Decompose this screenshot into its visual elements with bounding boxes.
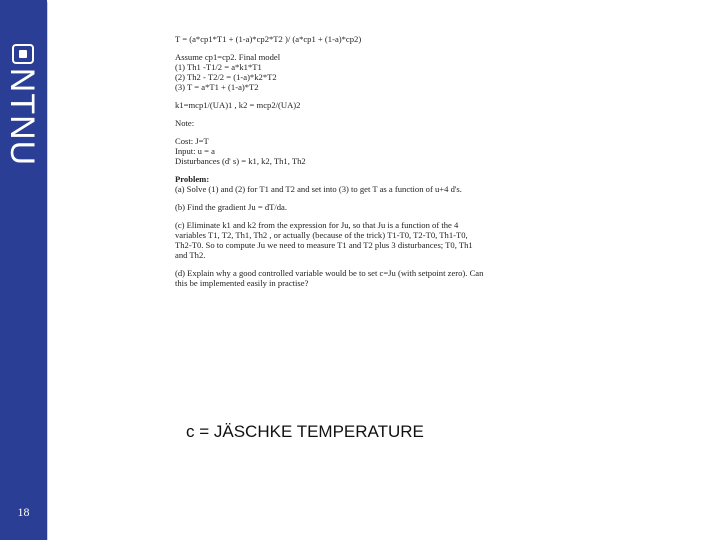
model-equation-1: (1) Th1 -T1/2 = a*k1*T1 xyxy=(175,62,262,72)
model-equation-2: (2) Th2 - T2/2 = (1-a)*k2*T2 xyxy=(175,72,277,82)
problem-d xyxy=(175,268,535,288)
assume-line: Assume cp1=cp2. Final model xyxy=(175,52,281,62)
cost-line: Cost: J=T xyxy=(175,136,209,146)
ntnu-logo-icon xyxy=(12,44,34,64)
sidebar xyxy=(0,0,47,540)
problem-c xyxy=(175,220,535,260)
problem-c-line: (c) Eliminate k1 and k2 from the expression for Ju, so that Ju is a function of the 4 xyxy=(175,220,459,230)
problem-a: (a) Solve (1) and (2) for T1 and T2 and set into (3) to get T as a function of u+4 d's. xyxy=(175,184,462,194)
sidebar-divider xyxy=(47,2,48,540)
brand-wordmark: NTNU xyxy=(3,67,41,167)
problem-heading: Problem: xyxy=(175,174,210,184)
problem-c-line: Th2-T0. So to compute Ju we need to measure T1 and T2 plus 3 disturbances; T0, Th1 xyxy=(175,240,473,250)
cost-block xyxy=(175,136,535,166)
problem-d-line: (d) Explain why a good controlled variable would be to set c=Ju (with setpoint zero). Can xyxy=(175,268,484,278)
problem-b: (b) Find the gradient Ju = dT/da. xyxy=(175,202,288,212)
model-equation-3: (3) T = a*T1 + (1-a)*T2 xyxy=(175,82,259,92)
problem-c-line: variables T1, T2, Th1, Th2 , or actually (because of the trick) T1-T0, T2-T0, Th1-T0, xyxy=(175,230,468,240)
k-definition: k1=mcp1/(UA)1 , k2 = mcp2/(UA)2 xyxy=(175,100,301,110)
input-line: Input: u = a xyxy=(175,146,215,156)
page-number: 18 xyxy=(17,505,30,519)
problem-block xyxy=(175,174,535,194)
slide-caption: c = JÄSCHKE TEMPERATURE xyxy=(186,422,424,441)
disturbances-line: Disturbances (d' s) = k1, k2, Th1, Th2 xyxy=(175,156,306,166)
document-body xyxy=(175,34,535,296)
assume-block xyxy=(175,52,535,92)
problem-d-line: this be implemented easily in practise? xyxy=(175,278,309,288)
formula-line: T = (a*cp1*T1 + (1-a)*cp2*T2 )/ (a*cp1 + (1-a)*cp2) xyxy=(175,34,362,44)
note-label: Note: xyxy=(175,118,195,128)
problem-c-line: and Th2. xyxy=(175,250,206,260)
